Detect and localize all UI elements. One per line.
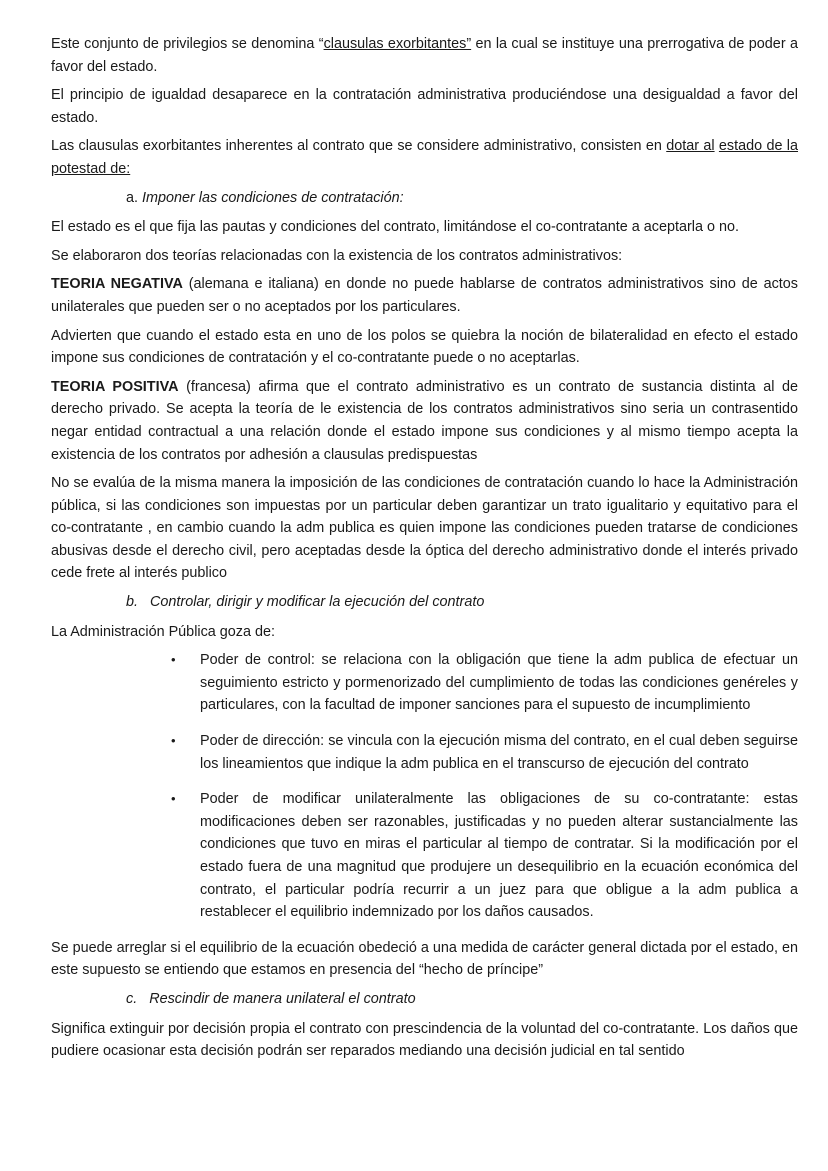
paragraph-goza: La Administración Pública goza de: — [51, 623, 275, 640]
bullet-icon: • — [171, 652, 176, 668]
underlined-term: clausulas exorbitantes” — [323, 36, 472, 52]
list-item — [171, 730, 798, 775]
paragraph-pautas: El estado es el que fija las pautas y condiciones del contrato, limitándose el co-contratante a aceptarla o no. — [51, 219, 739, 236]
section-heading-a — [51, 187, 798, 210]
paragraph-potestad — [51, 135, 798, 180]
paragraph-teoria-negativa — [51, 273, 798, 318]
paragraph-imposicion: No se evalúa de la misma manera la imposición de las condiciones de contratación cuando lo hace la Administración pública, si las condiciones son impuestas por un particular deben garantizar un trato igualitario y equitativo para el co-contratante , en cambio cuando la adm publica es quien impone las condiciones pueden tratarse de condiciones abusivas desde el derecho civil, pero aceptadas desde la óptica del derecho administrativo donde el interés privado cede frete al interés publico — [51, 475, 798, 582]
list-item-text: Poder de dirección: se vincula con la ejecución misma del contrato, en el cual deben seguirse los lineamientos que indique la adm publica en el transcurso de ejecución del contrato — [200, 733, 798, 772]
section-title: Rescindir de manera unilateral el contrato — [149, 990, 416, 1007]
text-span: en la cual se instituye una prerrogativa de poder a favor del estado. — [51, 36, 798, 75]
paragraph-rescindir: Significa extinguir por decisión propia el contrato con prescindencia de la voluntad del co-contratante. Los daños que pudiere ocasionar esta decisión podrán ser reparados mediando una decisión judicial en tal sentido — [51, 1020, 798, 1060]
paragraph-bilateralidad: Advierten que cuando el estado esta en uno de los polos se quiebra la noción de bilateralidad en efecto el estado impone sus condiciones de contratación y el co-contratante puede o no aceptarlas. — [51, 327, 798, 367]
section-title: Imponer las condiciones de contratación: — [142, 189, 404, 206]
section-heading-b — [51, 591, 798, 614]
section-marker: c. — [126, 990, 138, 1007]
paragraph-igualdad: El principio de igualdad desaparece en la contratación administrativa produciéndose una desigualdad a favor del estado. — [51, 87, 798, 126]
section-title: Controlar, dirigir y modificar la ejecución del contrato — [150, 594, 485, 611]
section-marker: b. — [126, 594, 139, 611]
bullet-icon: • — [171, 791, 176, 807]
text-span: Las clausulas exorbitantes inherentes al contrato que se considere administrativo, consisten en — [51, 138, 667, 155]
paragraph-teorias: Se elaboraron dos teorías relacionadas con la existencia de los contratos administrativos: — [51, 247, 623, 264]
bullet-icon: • — [171, 733, 176, 749]
text-span: (francesa) afirma que el contrato administrativo es un contrato de sustancia distinta al de derecho privado. Se acepta la teoría de le existencia de los contratos administrativos sino seria un contrasentido negar entidad contractual a una relación donde el estado impone sus condiciones y al mismo tiempo acepta la existencia de los contratos por adhesión a clausulas predispuestas — [51, 378, 798, 463]
list-item-text: Poder de control: se relaciona con la obligación que tiene la adm publica de efectuar un seguimiento estricto y pormenorizado del cumplimiento de todas las condiciones genéreles y particulares, con la facultad de imponer sanciones para el supuesto de incumplimiento — [200, 652, 798, 714]
bold-term: TEORIA NEGATIVA — [51, 276, 183, 293]
text-span: Este conjunto de privilegios se denomina “ — [51, 36, 324, 52]
underlined-term: dotar al — [666, 138, 715, 155]
bold-term: TEORIA POSITIVA — [51, 378, 179, 395]
list-item — [171, 788, 798, 924]
list-item-text: Poder de modificar unilateralmente las obligaciones de su co-contratante: estas modificaciones deben ser razonables, justificadas y no pueden alterar sustancialmente las condiciones que tuvo en miras el particular al tiempo de contratar. Si la modificación por el estado fuera de una magnitud que produjere un desequilibrio en la ecuación económica del contrato, el particular podría recurrir a un juez para que obligue a la adm publica a restablecer el equilibrio indemnizado por los daños causados. — [200, 791, 798, 921]
text-span: (alemana e italiana) en donde no puede hablarse de contratos administrativos sino de actos unilaterales que pueden ser o no aceptados por los particulares. — [51, 276, 798, 315]
section-marker: a. — [126, 189, 139, 206]
section-heading-c — [51, 988, 798, 1011]
underlined-term: estado de la potestad de: — [51, 138, 799, 177]
powers-list — [51, 649, 798, 924]
paragraph-hecho-principe: Se puede arreglar si el equilibrio de la ecuación obedeció a una medida de carácter general dictada por el estado, en este supuesto se entiendo que estamos en presencia del “hecho de príncipe” — [51, 939, 798, 979]
list-item — [171, 649, 798, 717]
paragraph-clausulas-exorbitantes — [51, 33, 798, 78]
paragraph-teoria-positiva — [51, 376, 798, 466]
